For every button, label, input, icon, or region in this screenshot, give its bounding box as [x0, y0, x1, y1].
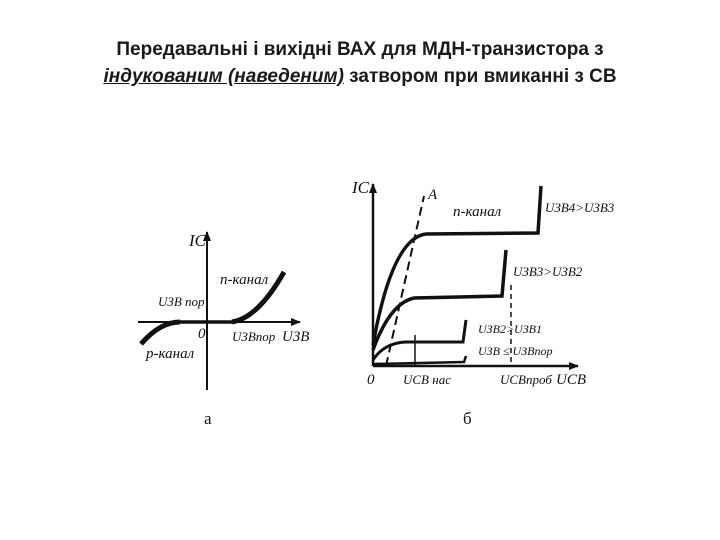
a-p-channel-label: p-канал	[146, 346, 195, 362]
b-curve4-label: UЗВ4>UЗВ3	[545, 200, 615, 215]
a-caption: а	[204, 409, 212, 428]
a-origin-label: 0	[198, 326, 206, 342]
b-y-axis-label: IC	[352, 178, 369, 197]
a-x-axis-label: UЗВ	[282, 329, 310, 345]
a-p-channel-curve	[141, 322, 180, 344]
b-curve1-label: UЗВ ≤ UЗВпор	[478, 344, 553, 358]
a-threshold-right-label: UЗВпор	[232, 329, 276, 344]
b-curve-ugs2	[373, 320, 466, 360]
transfer-characteristic-diagram	[138, 232, 300, 390]
title-line-1: Передавальні і вихідні ВАХ для МДН-транзистора з	[116, 39, 604, 60]
b-point-a-label: A	[428, 187, 438, 203]
b-x-breakdown-label: UСВпроб	[500, 372, 552, 387]
b-curve3-label: UЗВ3>UЗВ2	[513, 264, 583, 279]
a-labels	[145, 231, 309, 428]
b-n-channel-label: n-канал	[453, 204, 502, 220]
b-curve2-label: UЗВ2>UЗВ1	[478, 322, 542, 336]
b-caption: б	[463, 409, 472, 428]
b-x-sat-label: UСВ нас	[403, 372, 451, 387]
b-labels	[351, 178, 615, 428]
b-origin-label: 0	[367, 372, 375, 388]
b-x-axis-label: UСВ	[556, 372, 586, 388]
a-y-axis-label: IC	[189, 231, 206, 250]
a-n-channel-label: n-канал	[220, 272, 269, 288]
title-emphasis: індукованим (наведеним)	[103, 66, 344, 87]
a-threshold-left-label: UЗВ пор	[158, 294, 205, 309]
title-line-2-rest: затвором при вмиканні з СВ	[343, 66, 617, 87]
